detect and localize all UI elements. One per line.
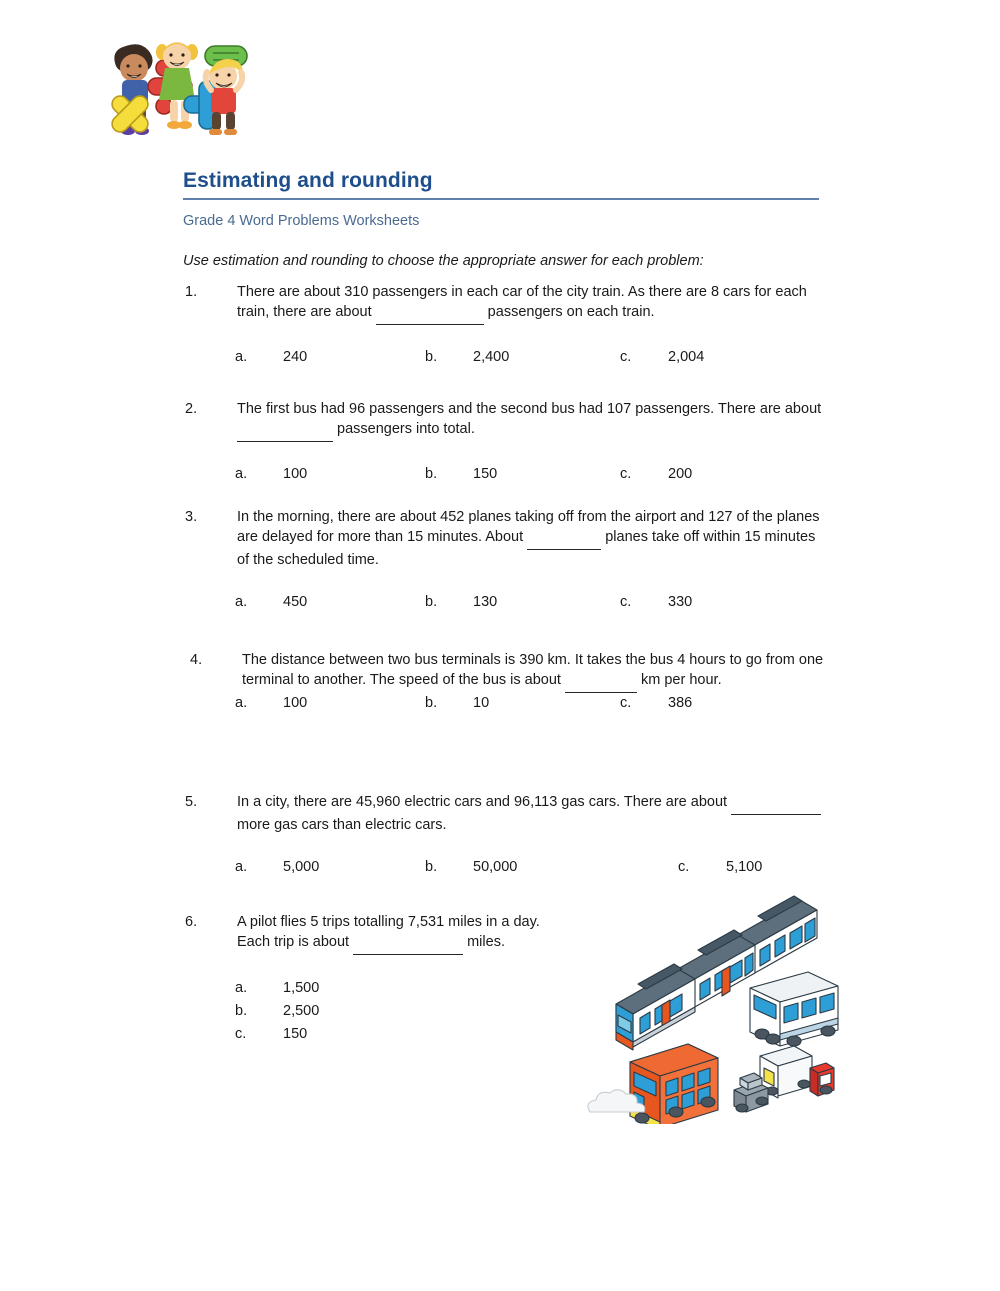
child-center [156, 42, 198, 129]
question-number: 4. [190, 652, 203, 668]
answer-option-a[interactable] [235, 464, 307, 484]
answer-value: 5,100 [726, 859, 763, 875]
question-5 [0, 792, 1000, 879]
answer-value: 100 [283, 466, 308, 482]
answer-label: b. [425, 695, 438, 711]
answer-value: 5,000 [283, 859, 320, 875]
question-text-part-a: There are about 310 passengers in each car of the city train. As there are 8 cars for each train, there are about [237, 284, 807, 320]
answer-option-b[interactable] [425, 464, 497, 484]
answer-option-c[interactable] [620, 347, 704, 367]
white-bus [750, 972, 838, 1046]
answer-option-a[interactable] [235, 592, 307, 612]
answer-value: 386 [668, 695, 693, 711]
question-text [237, 399, 822, 442]
answer-option-a[interactable] [235, 857, 319, 877]
answer-value: 50,000 [473, 859, 518, 875]
isometric-vehicles-illustration [572, 892, 872, 1124]
question-text [237, 792, 822, 835]
answer-blank[interactable] [353, 934, 463, 955]
question-1 [0, 282, 1000, 369]
question-text-part-a: The distance between two bus terminals is 390 km. It takes the bus 4 hours to go from one terminal to another. The speed of the bus is about [242, 652, 824, 688]
answer-option-c[interactable] [678, 857, 762, 877]
answer-options [0, 464, 1000, 486]
answer-options [0, 693, 1000, 715]
answer-option-c[interactable] [620, 693, 692, 713]
answer-label: c. [235, 1026, 247, 1042]
answer-label: c. [620, 466, 632, 482]
answer-options [0, 592, 1000, 614]
answer-label: a. [235, 349, 248, 365]
question-number: 2. [185, 401, 198, 417]
answer-label: b. [235, 1003, 248, 1019]
answer-options [0, 347, 1000, 369]
answer-label: b. [425, 466, 438, 482]
question-4 [0, 650, 1000, 715]
answer-option-b[interactable] [425, 857, 517, 877]
answer-value: 100 [283, 695, 308, 711]
question-number: 3. [185, 509, 198, 525]
question-text [237, 912, 555, 955]
answer-value: 240 [283, 349, 308, 365]
answer-label: b. [425, 859, 438, 875]
question-text-part-a: A pilot flies 5 trips totalling 7,531 miles in a day. Each trip is about [237, 914, 540, 950]
question-number: 1. [185, 284, 198, 300]
answer-label: c. [678, 859, 690, 875]
question-number: 6. [185, 914, 198, 930]
question-text-part-b: passengers into total. [333, 421, 475, 437]
answer-option-a[interactable] [235, 347, 307, 367]
answer-label: a. [235, 859, 248, 875]
answer-blank[interactable] [565, 672, 637, 693]
answer-option-c[interactable] [620, 592, 692, 612]
title-divider [183, 198, 819, 200]
answer-value: 200 [668, 466, 693, 482]
question-text-part-b: more gas cars than electric cars. [237, 817, 447, 833]
question-text [242, 650, 830, 693]
answer-blank[interactable] [731, 794, 821, 815]
answer-options [0, 857, 1000, 879]
answer-blank[interactable] [376, 304, 484, 325]
answer-value: 330 [668, 594, 693, 610]
question-text-part-a: In a city, there are 45,960 electric cars and 96,113 gas cars. There are about [237, 794, 732, 810]
answer-label: a. [235, 980, 248, 996]
worksheet-header [183, 168, 819, 271]
answer-value: 130 [473, 594, 498, 610]
answer-option-b[interactable] [425, 592, 497, 612]
question-3 [0, 507, 1000, 614]
answer-value: 2,500 [283, 1003, 320, 1019]
page-subtitle: Grade 4 Word Problems Worksheets [183, 213, 420, 229]
worksheet-logo [92, 30, 262, 152]
white-red-truck [760, 1046, 834, 1098]
answer-value: 1,500 [283, 980, 320, 996]
answer-label: b. [425, 349, 438, 365]
answer-option-c[interactable] [620, 464, 692, 484]
answer-label: b. [425, 594, 438, 610]
question-text-part-a: In the morning, there are about 452 planes taking off from the airport and 127 of the planes are delayed for more than 15 minutes. About [237, 509, 820, 545]
answer-label: c. [620, 594, 632, 610]
answer-value: 2,004 [668, 349, 705, 365]
answer-option-b[interactable] [425, 347, 509, 367]
question-number: 5. [185, 794, 198, 810]
answer-option-a[interactable] [235, 693, 307, 713]
answer-value: 150 [473, 466, 498, 482]
answer-label: a. [235, 466, 248, 482]
page-title: Estimating and rounding [183, 169, 433, 192]
answer-label: a. [235, 594, 248, 610]
answer-option-b[interactable] [425, 693, 489, 713]
answer-blank[interactable] [237, 421, 333, 442]
question-text-part-b: passengers on each train. [483, 304, 655, 320]
answer-value: 2,400 [473, 349, 510, 365]
question-text-part-b: km per hour. [636, 672, 722, 688]
question-text [237, 507, 822, 570]
question-text-part-a: The first bus had 96 passengers and the second bus had 107 passengers. There are about [237, 401, 822, 417]
answer-value: 10 [473, 695, 490, 711]
answer-value: 450 [283, 594, 308, 610]
instruction-text: Use estimation and rounding to choose the appropriate answer for each problem: [183, 253, 704, 269]
answer-value: 150 [283, 1026, 308, 1042]
question-text-part-b: miles. [463, 934, 505, 950]
answer-label: a. [235, 695, 248, 711]
question-text [237, 282, 822, 325]
question-text-part-b: planes take off within 15 minutes of the scheduled time. [237, 529, 816, 568]
answer-label: c. [620, 349, 632, 365]
answer-blank[interactable] [527, 529, 601, 550]
answer-label: c. [620, 695, 632, 711]
question-2 [0, 399, 1000, 486]
